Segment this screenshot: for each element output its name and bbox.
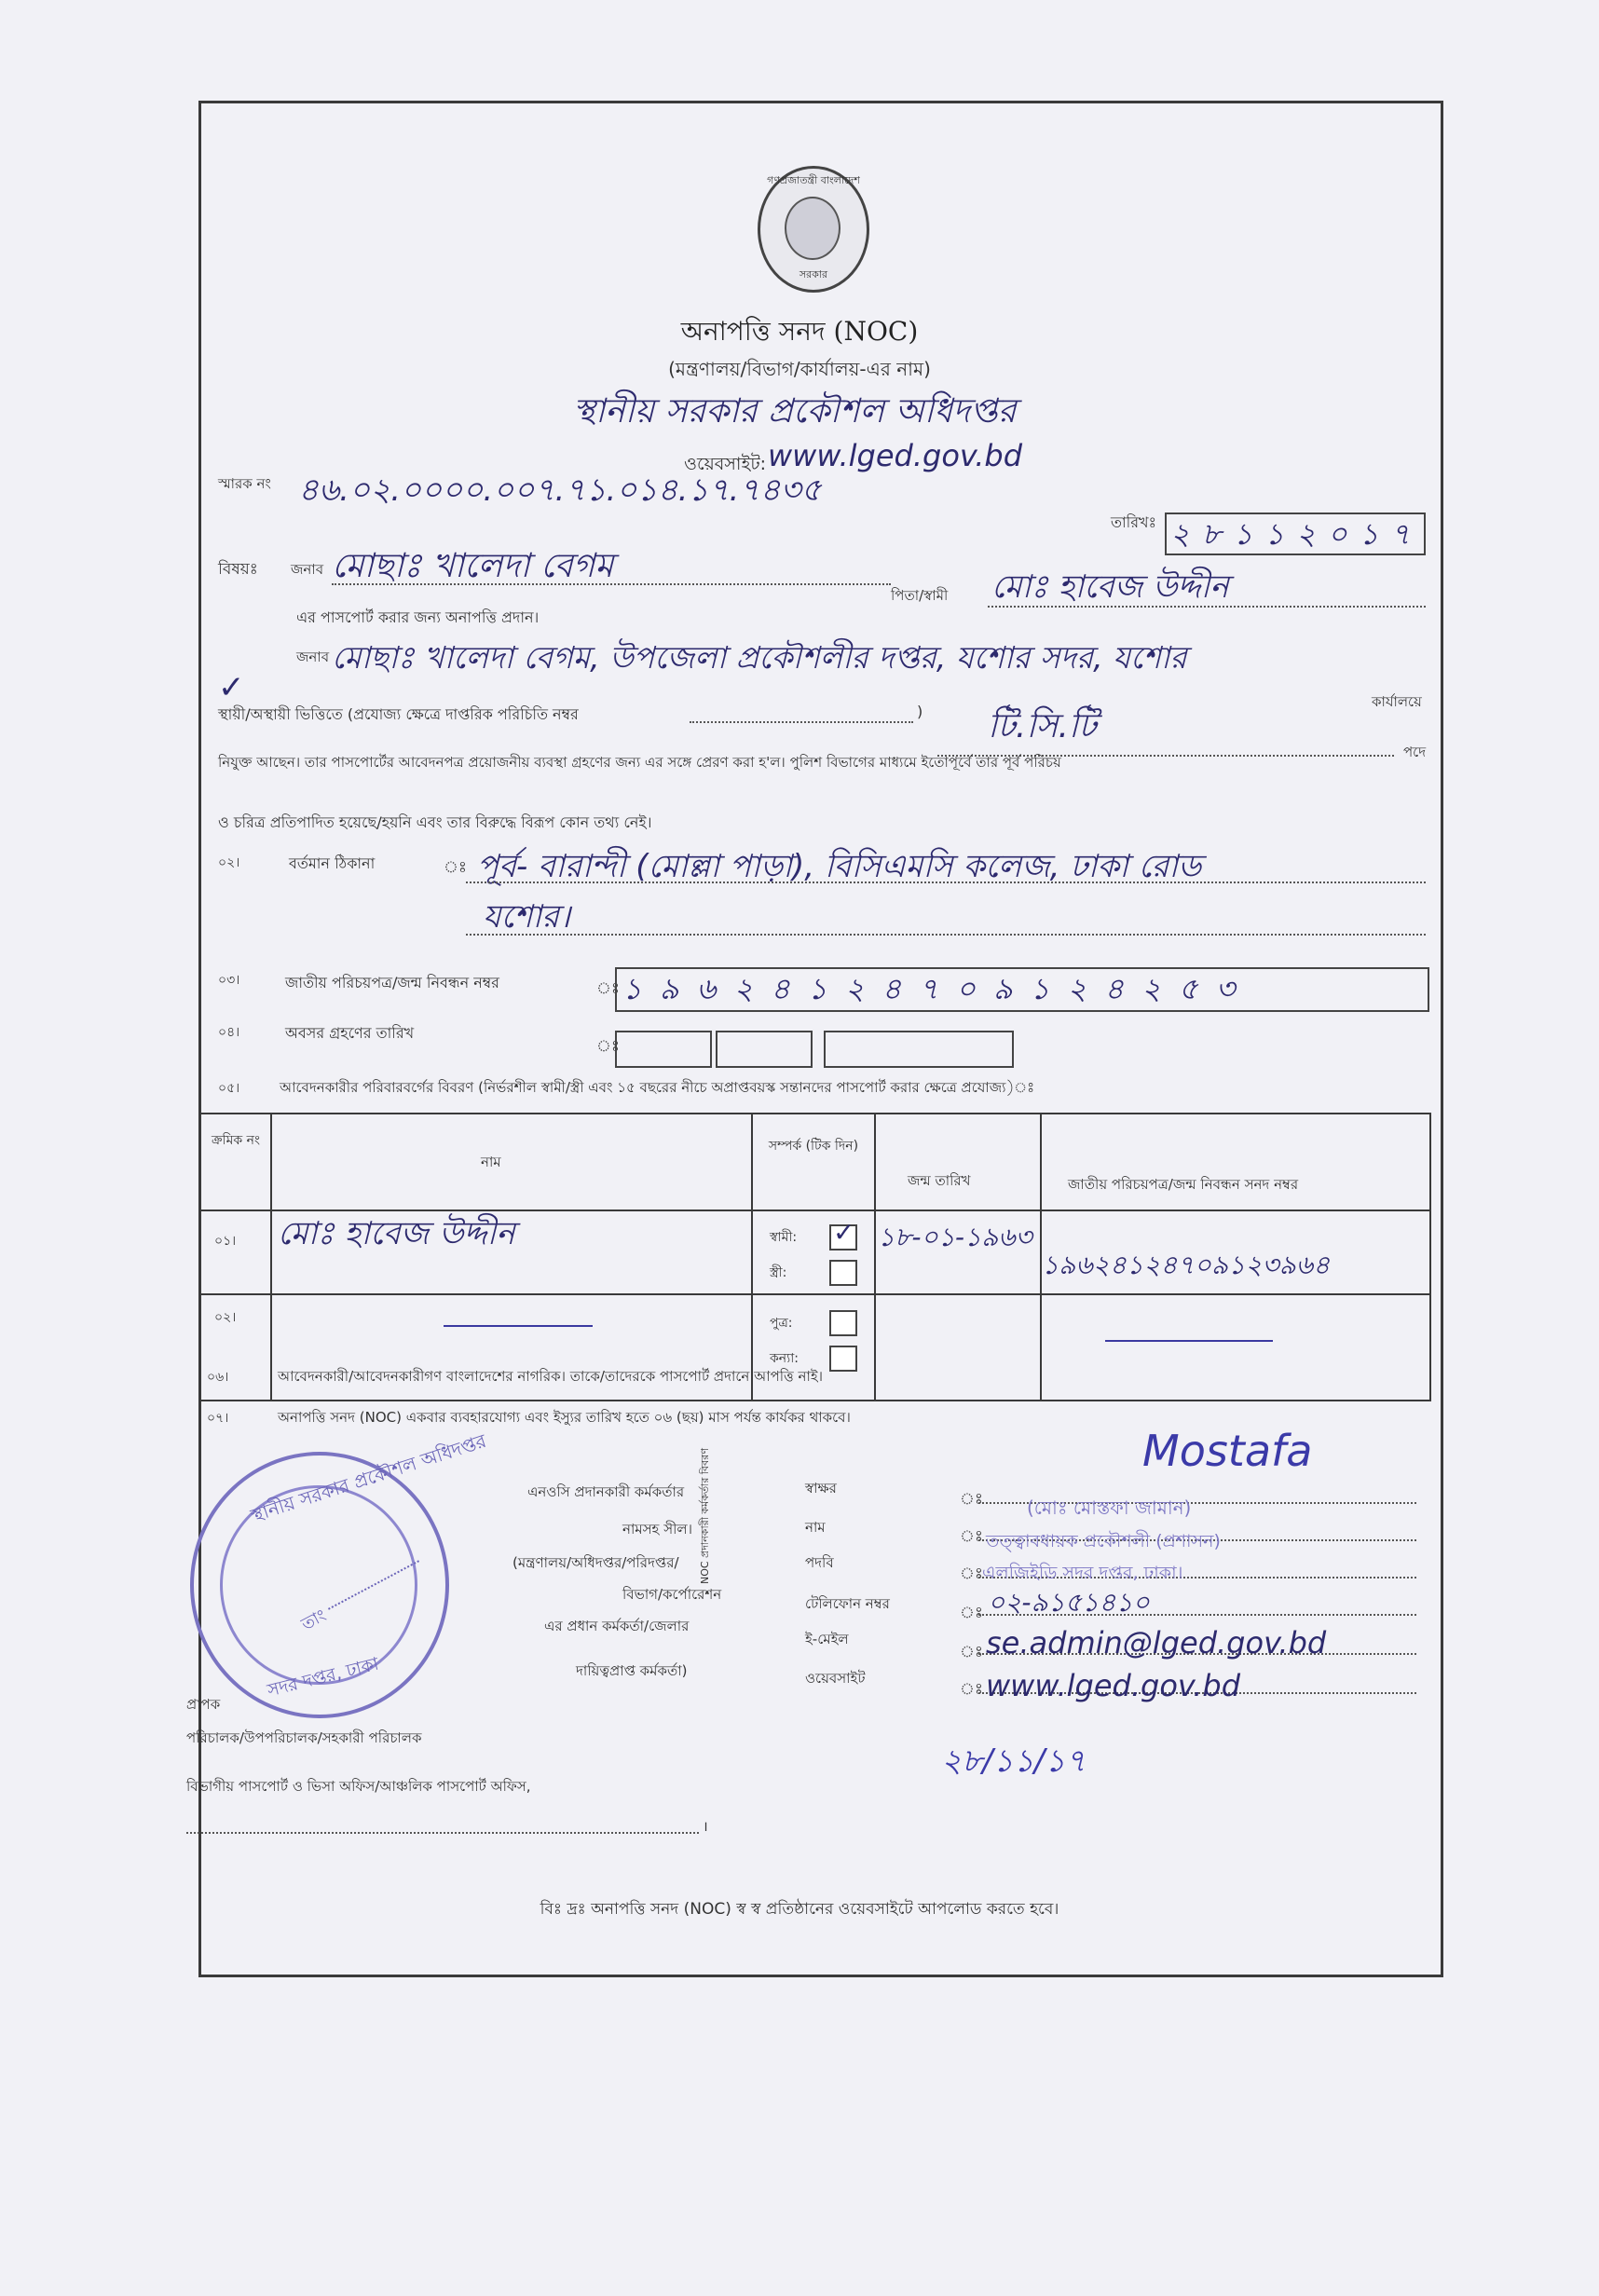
daughter-checkbox[interactable] <box>829 1346 857 1372</box>
row1-nid: ১৯৬২৪১২৪৭০৯১২৩৯৬৪ <box>1042 1250 1331 1280</box>
item-05-number: ০৫। <box>218 1081 240 1096</box>
colon-3: ঃ <box>960 1565 983 1583</box>
address-line1: পূর্ব- বারান্দী (মোল্লা পাড়া), বিসিএমসি কলেজ, ঢাকা রোড <box>477 848 1202 885</box>
row2-serial: ০২। <box>214 1310 237 1325</box>
applicant-name: মোছাঃ খালেদা বেগম <box>332 547 614 585</box>
father-label: পিতা/স্বামী <box>891 587 949 604</box>
nid-digits: ১৯৬২৪১২৪৭০৯১২৪২৫৩ <box>622 971 1253 1006</box>
row2-rel2: কন্যা: <box>770 1351 799 1366</box>
item-06-number: ০৬। <box>207 1370 229 1385</box>
th-name: নাম <box>481 1154 501 1170</box>
officer-left-1: এনওসি প্রদানকারী কর্মকর্তার <box>527 1483 685 1500</box>
website-label: ওয়েবসাইট: <box>684 454 767 474</box>
retire-year-box <box>824 1031 1014 1068</box>
officer-office: এলজিইডি সদর দপ্তর, ঢাকা। <box>982 1563 1183 1583</box>
date-digit: ২ <box>1296 516 1328 552</box>
seal-emblem-icon <box>785 197 840 260</box>
date-digit: ১ <box>1359 516 1391 552</box>
row2-rel1: পুত্র: <box>770 1316 793 1331</box>
memo-number: ৪৬.০২.০০০০.০০৭.৭১.০১৪.১৭.৭৪৩৫ <box>298 472 822 509</box>
son-checkbox[interactable] <box>829 1310 857 1336</box>
colon-6: ঃ <box>960 1680 983 1699</box>
date-digit: ১ <box>1264 516 1297 552</box>
date-digit: ৭ <box>1390 516 1423 552</box>
designation-label: পদবি <box>805 1554 834 1571</box>
government-seal <box>758 166 869 293</box>
colon-2: ঃ <box>960 1527 983 1546</box>
family-table <box>199 1113 1431 1401</box>
row1-rel2: স্ত্রী: <box>770 1265 787 1280</box>
designation-value: টি.সি.টি <box>988 707 1097 745</box>
officer-left-3: (মন্ত্রণালয়/অধিদপ্তর/পরিদপ্তর/ <box>512 1554 679 1571</box>
officer-left-6: দায়িত্বপ্রাপ্ত কর্মকর্তা) <box>576 1662 688 1679</box>
memo-label: স্মারক নং <box>218 475 271 492</box>
body-line4: ও চরিত্র প্রতিপাদিত হয়েছে/হয়নি এবং তার বিরুদ্ধে বিরূপ কোন তথ্য নেই। <box>218 813 652 831</box>
recipient-line1: পরিচালক/উপপরিচালক/সহকারী পরিচালক <box>186 1729 422 1746</box>
stamp-bottom-text: সদর দপ্তর, ঢাকা <box>265 1653 381 1702</box>
subject-label: বিষয়ঃ <box>218 560 258 579</box>
officer-designation: তত্ত্বাবধায়ক প্রকৌশলী (প্রশাসন) <box>986 1531 1221 1551</box>
officer-phone: ০২-৯১৫১৪১০ <box>988 1587 1150 1618</box>
nid-label: জাতীয় পরিচয়পত্র/জন্ম নিবন্ধন নম্বর <box>285 974 499 991</box>
body-prefix: জনাব <box>296 649 330 665</box>
officer-vertical-label: NOC প্রদানকারী কর্মকর্তার বিবরণ <box>699 1448 711 1584</box>
note-07: অনাপত্তি সনদ (NOC) একবার ব্যবহারযোগ্য এবং ইস্যুর তারিখ হতে ০৬ (ছয়) মাস পর্যন্ত কার্যকর থাকবে। <box>278 1409 851 1426</box>
father-value: মোঃ হাবেজ উদ্দীন <box>991 568 1229 606</box>
retire-label: অবসর গ্রহণের তারিখ <box>285 1024 415 1042</box>
address-line2: যশোর। <box>483 898 571 936</box>
officer-left-5: এর প্রধান কর্মকর্তা/জেলার <box>544 1618 690 1634</box>
colon-4: ঃ <box>960 1604 983 1622</box>
husband-checkbox[interactable]: ✓ <box>829 1224 857 1250</box>
office-suffix: কার্যালয়ে <box>1372 693 1422 710</box>
name-label: নাম <box>805 1519 826 1536</box>
officer-left-2: নামসহ সীল। <box>622 1521 692 1538</box>
item-02-number: ০২। <box>218 855 240 870</box>
office-seal-inner-ring <box>220 1485 417 1685</box>
row1-name: মোঃ হাবেজ উদ্দীন <box>278 1215 515 1252</box>
wife-checkbox[interactable] <box>829 1260 857 1286</box>
date-label: তারিখঃ <box>1111 513 1157 531</box>
document-title: অনাপত্তি সনদ (NOC) <box>680 316 919 347</box>
phone-label: টেলিফোন নম্বর <box>805 1595 890 1612</box>
address-label: বর্তমান ঠিকানা <box>289 854 376 872</box>
body-handwritten: মোছাঃ খালেদা বেগম, উপজেলা প্রকৌশলীর দপ্তর, যশোর সদর, যশোর <box>332 639 1187 676</box>
recipient-line2: বিভাগীয় পাসপোর্ট ও ভিসা অফিস/আঞ্চলিক পাসপোর্ট অফিস, <box>186 1778 531 1795</box>
row1-rel1: স্বামী: <box>770 1230 798 1245</box>
retire-day-box <box>615 1031 712 1068</box>
officer-signature: Mostafa <box>1142 1426 1313 1476</box>
colon-1: ঃ <box>960 1490 983 1509</box>
th-relation: সম্পর্ক (টিক দিন) <box>768 1139 859 1154</box>
row1-serial: ০১। <box>214 1234 237 1249</box>
family-label: আবেদনকারীর পরিবারবর্গের বিবরণ (নির্ভরশীল স্বামী/স্ত্রী এবং ১৫ বছরের নীচে অপ্রাপ্তবয়স্ক সন্তানদের পাসপোর্ট করার ক্ষেত্রে প্রযোজ্য)ঃ <box>280 1079 1035 1096</box>
row2-name-dash <box>444 1325 593 1327</box>
recipient-label: প্রাপক <box>186 1696 221 1713</box>
body-line3-end: পদে <box>1403 744 1427 760</box>
website-value: www.lged.gov.bd <box>768 438 1023 473</box>
body-line2: স্থায়ী/অস্থায়ী ভিত্তিতে (প্রযোজ্য ক্ষেত্রে দাপ্তরিক পরিচিতি নম্বর <box>218 705 579 723</box>
th-dob: জন্ম তারিখ <box>908 1172 971 1189</box>
date-digit: ৮ <box>1201 516 1234 552</box>
document-subtitle: (মন্ত্রণালয়/বিভাগ/কার্যালয়-এর নাম) <box>668 358 931 380</box>
officer-left-4: বিভাগ/কর্পোরেশন <box>622 1586 722 1603</box>
footer-note: বিঃ দ্রঃ অনাপত্তি সনদ (NOC) স্ব স্ব প্রতিষ্ঠানের ওয়েবসাইটে আপলোড করতে হবে। <box>540 1900 1059 1919</box>
body-line3: নিযুক্ত আছেন। তার পাসপোর্টের আবেদনপত্র প্রয়োজনীয় ব্যবস্থা গ্রহণের জন্য এর সঙ্গে প্রেরণ করা হ'ল। পুলিশ বিভাগের মাধ্যমে ইতোপূর্বে তার পূর্ব পরিচয় <box>218 754 1061 771</box>
body-line2-end: ) <box>917 703 923 720</box>
stamp-center-text: তাং <box>298 1606 330 1635</box>
retire-colon: ঃ <box>596 1037 620 1056</box>
colon-5: ঃ <box>960 1643 983 1661</box>
th-serial: ক্রমিক নং <box>211 1133 261 1148</box>
item-03-number: ০৩। <box>218 973 240 988</box>
officer-website: www.lged.gov.bd <box>986 1668 1241 1703</box>
email-label: ই-মেইল <box>805 1631 849 1647</box>
seal-top-text: গণপ্রজাতন্ত্রী বাংলাদেশ <box>767 174 860 186</box>
item-07-number: ০৭। <box>207 1411 229 1426</box>
officer-email: se.admin@lged.gov.bd <box>986 1625 1327 1660</box>
date-digit: ১ <box>1233 516 1265 552</box>
recipient-line3-end: । <box>703 1818 708 1835</box>
sign-label: স্বাক্ষর <box>805 1480 837 1496</box>
date-digit: ০ <box>1327 516 1360 552</box>
row1-dob: ১৮-০১-১৯৬৩ <box>878 1222 1032 1252</box>
officer-name: (মোঃ মোস্তফা জামান) <box>1027 1496 1192 1519</box>
nid-colon: ঃ <box>596 979 620 998</box>
office-name: স্থানীয় সরকার প্রকৌশল অধিদপ্তর <box>573 392 1017 430</box>
tick-mark: ✓ <box>218 669 245 706</box>
website-field-label: ওয়েবসাইট <box>805 1670 866 1687</box>
subject-line2: এর পাসপোর্ট করার জন্য অনাপত্তি প্রদান। <box>296 608 540 626</box>
subject-prefix: জনাব <box>291 561 324 578</box>
item-04-number: ০৪। <box>218 1025 240 1040</box>
stamp-top-text: স্থানীয় সরকার প্রকৌশল অধিদপ্তর <box>247 1428 489 1527</box>
seal-bottom-text: সরকার <box>799 268 828 280</box>
date-digit: ২ <box>1170 516 1202 552</box>
initials-date: ২৮/১১/১৭ <box>941 1742 1086 1780</box>
address-colon: ঃ <box>444 858 467 877</box>
th-nid: জাতীয় পরিচয়পত্র/জন্ম নিবন্ধন সনদ নম্বর <box>1068 1176 1299 1193</box>
note-06: আবেদনকারী/আবেদনকারীগণ বাংলাদেশের নাগরিক। তাকে/তাদেরকে পাসপোর্ট প্রদানে আপত্তি নাই। <box>278 1368 824 1385</box>
row2-nid-dash <box>1105 1340 1273 1342</box>
retire-month-box <box>716 1031 813 1068</box>
